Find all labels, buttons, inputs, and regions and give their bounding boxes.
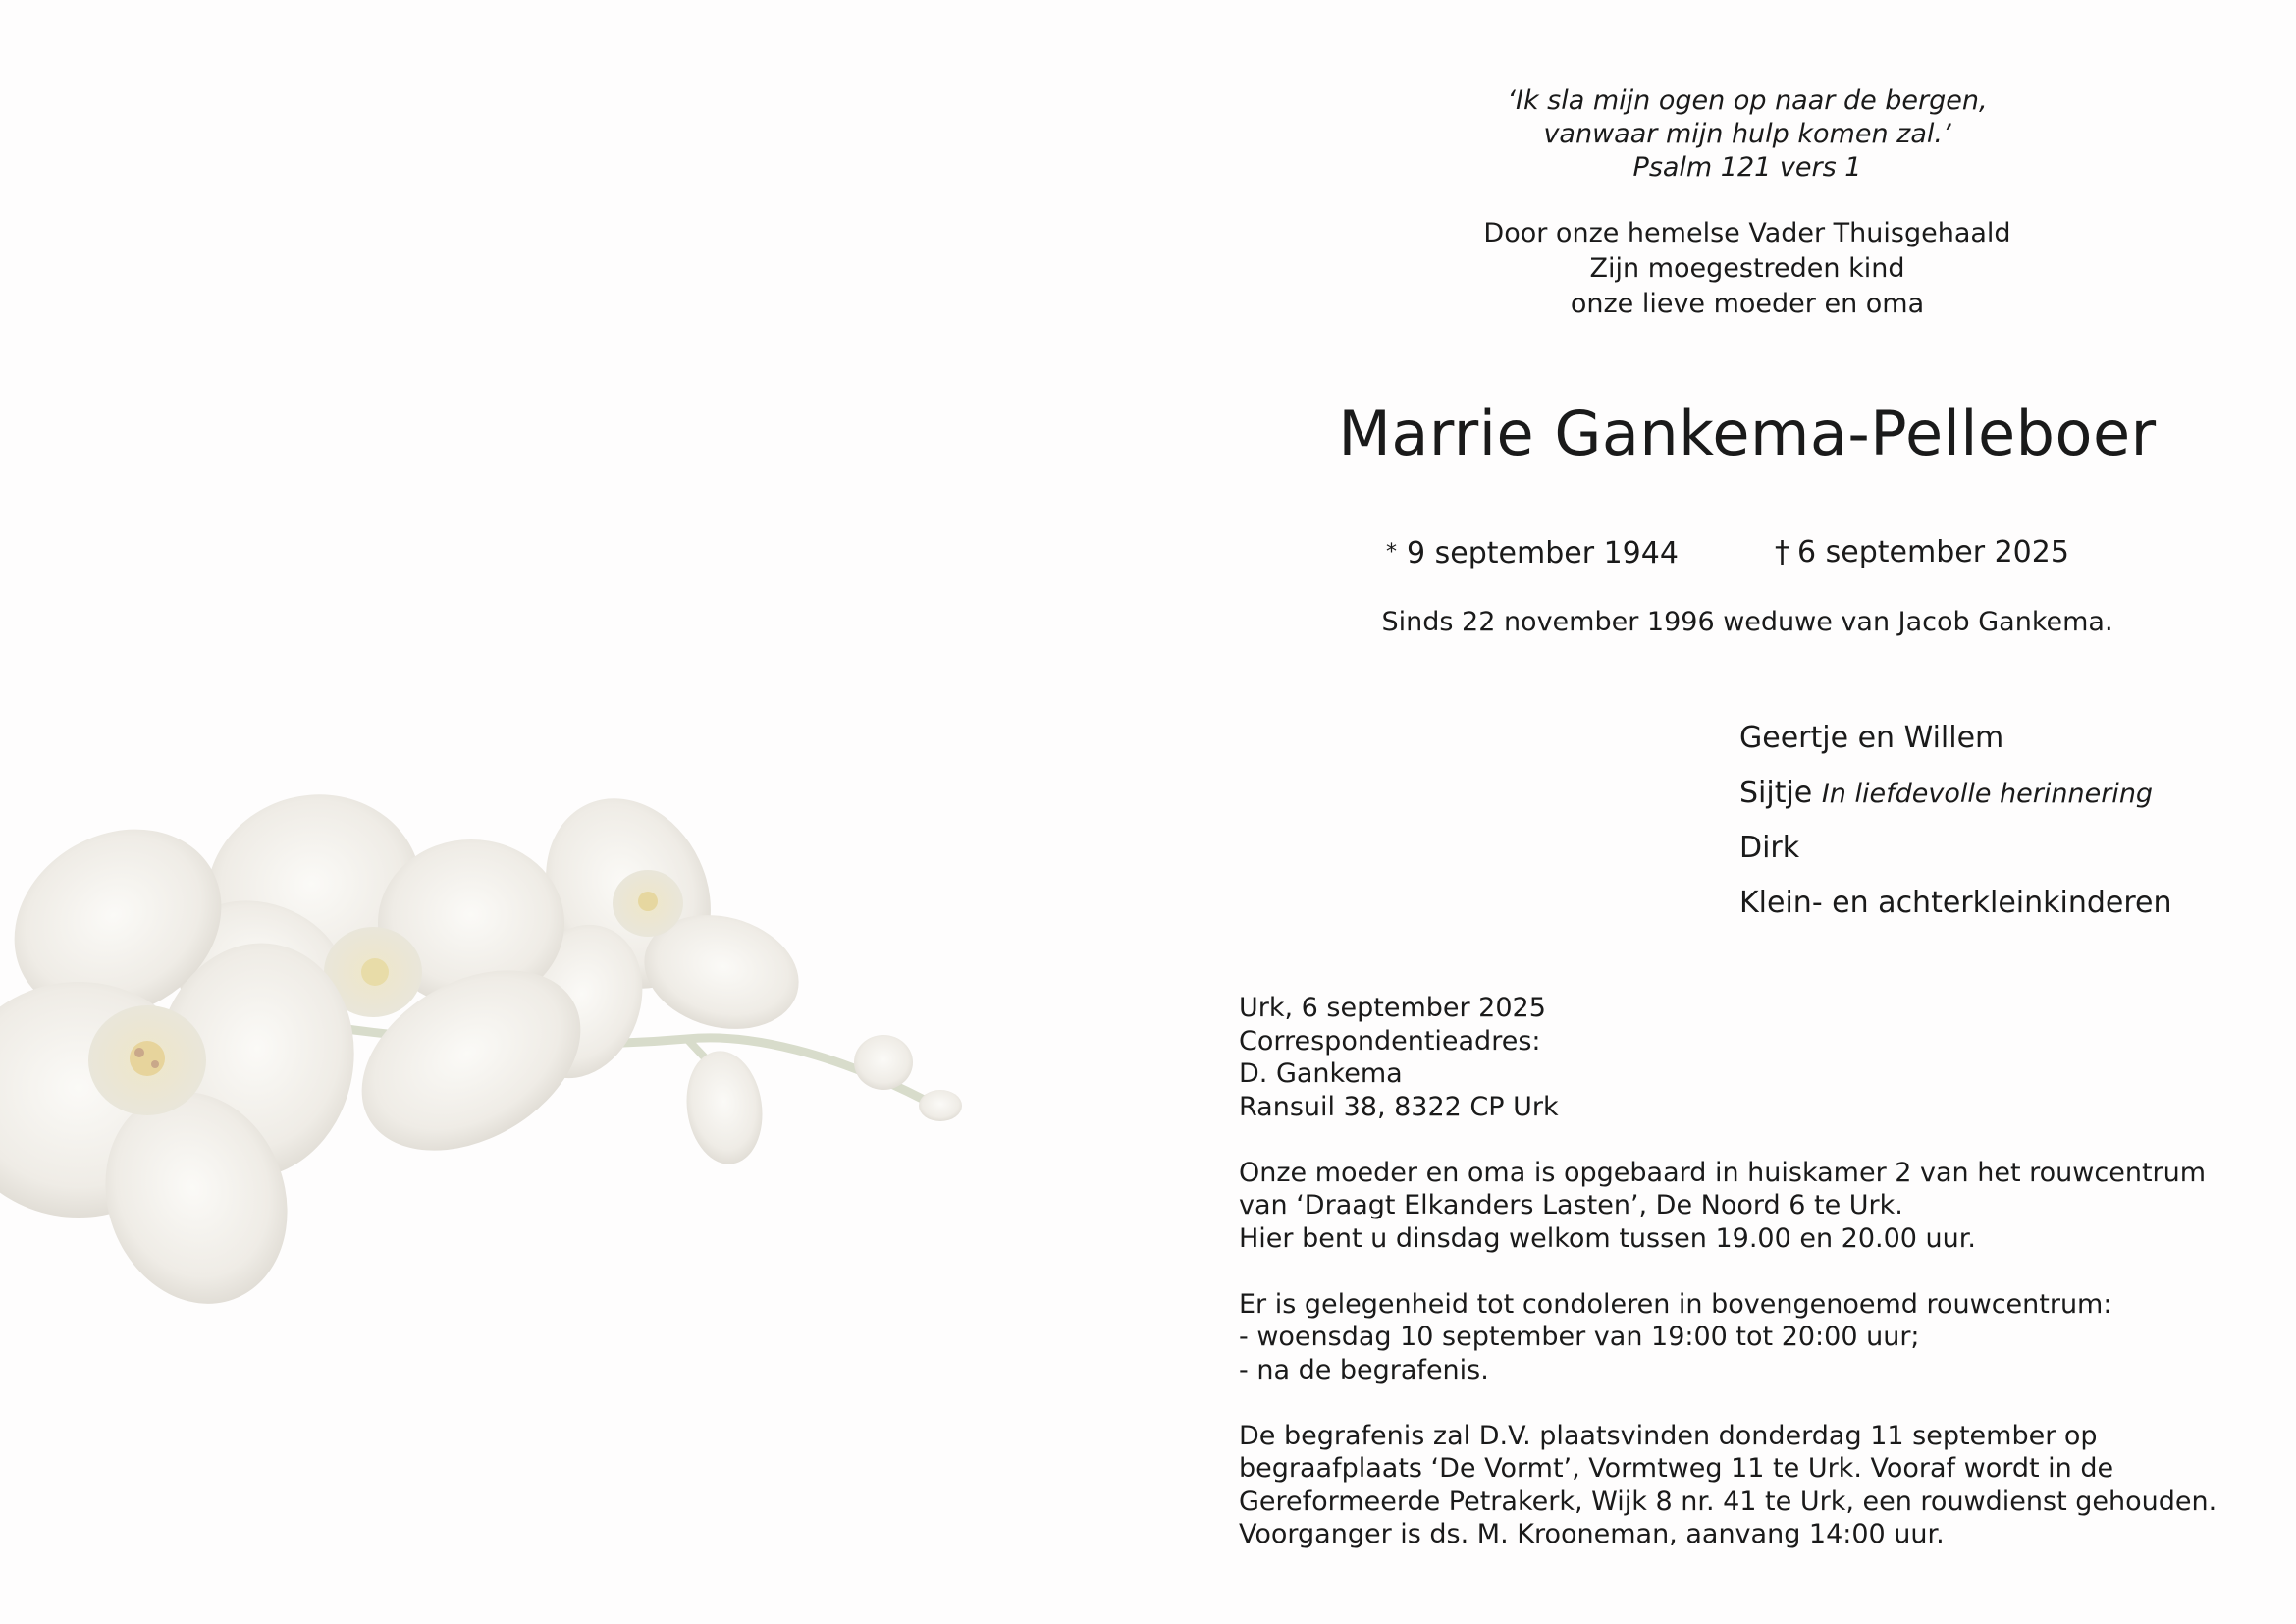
correspondence-address: Ransuil 38, 8322 CP Urk xyxy=(1239,1091,1559,1122)
deceased-name: Marrie Gankema-Pelleboer xyxy=(1338,398,2157,469)
intro-line-1: Door onze hemelse Vader Thuisgehaald xyxy=(1483,218,2011,248)
psalm-quote xyxy=(1306,84,2189,185)
death-date-text: 6 september 2025 xyxy=(1797,535,2069,569)
psalm-line-2: vanwaar mijn hulp komen zal.’ xyxy=(1543,119,1951,149)
family-row: Dirk xyxy=(1739,831,1800,865)
funeral-line: De begrafenis zal D.V. plaatsvinden donderdag 11 september op xyxy=(1239,1420,2098,1451)
correspondence-block xyxy=(1239,992,2260,1123)
funeral-line: begraafplaats ‘De Vormt’, Vormtweg 11 te Urk. Vooraf wordt in de xyxy=(1239,1453,2114,1484)
correspondence-contact: D. Gankema xyxy=(1239,1058,1403,1089)
birth-symbol: * xyxy=(1386,540,1397,565)
funeral-line: Voorganger is ds. M. Krooneman, aanvang 14:00 uur. xyxy=(1239,1519,1945,1549)
correspondence-label: Correspondentieadres: xyxy=(1239,1025,1541,1056)
cross-icon: † xyxy=(1775,535,1789,569)
condolence-line: - woensdag 10 september van 19:00 tot 20:00 uur; xyxy=(1239,1322,1920,1352)
viewing-line: van ‘Draagt Elkanders Lasten’, De Noord 6 te Urk. xyxy=(1239,1190,1903,1220)
funeral-line: Gereformeerde Petrakerk, Wijk 8 nr. 41 te Urk, een rouwdienst gehouden. xyxy=(1239,1486,2217,1517)
birth-date xyxy=(1386,533,1679,573)
widow-line: Sinds 22 november 1996 weduwe van Jacob Gankema. xyxy=(1381,607,2113,637)
condolence-block xyxy=(1239,1288,2260,1387)
family-note: In liefdevolle herinnering xyxy=(1821,779,2154,809)
family-row: Klein- en achterkleinkinderen xyxy=(1739,886,2172,920)
funeral-block xyxy=(1239,1420,2260,1551)
family-name: Sijtje xyxy=(1739,776,1813,810)
viewing-block xyxy=(1239,1157,2260,1256)
intro-line-2: Zijn moegestreden kind xyxy=(1589,253,1905,284)
condolence-line: Er is gelegenheid tot condoleren in bovengenoemd rouwcentrum: xyxy=(1239,1288,2112,1320)
psalm-reference: Psalm 121 vers 1 xyxy=(1632,152,1862,183)
viewing-line: Onze moeder en oma is opgebaard in huiskamer 2 van het rouwcentrum xyxy=(1239,1157,2207,1188)
family-row: Geertje en Willem xyxy=(1739,721,2004,755)
condolence-line: - na de begrafenis. xyxy=(1239,1354,1489,1385)
viewing-line: Hier bent u dinsdag welkom tussen 19.00 en 20.00 uur. xyxy=(1239,1222,1976,1254)
death-date xyxy=(1775,533,2069,572)
family-list xyxy=(1739,715,2172,935)
info-section xyxy=(1239,992,2260,1551)
birth-date-text: 9 september 1944 xyxy=(1407,536,1679,570)
place-date: Urk, 6 september 2025 xyxy=(1239,993,1546,1023)
family-row xyxy=(1739,770,2172,825)
intro-text xyxy=(1306,216,2189,322)
psalm-line-1: ‘Ik sla mijn ogen op naar de bergen, xyxy=(1507,85,1988,116)
intro-line-3: onze lieve moeder en oma xyxy=(1570,289,1925,319)
orchid-illustration xyxy=(0,785,982,1335)
